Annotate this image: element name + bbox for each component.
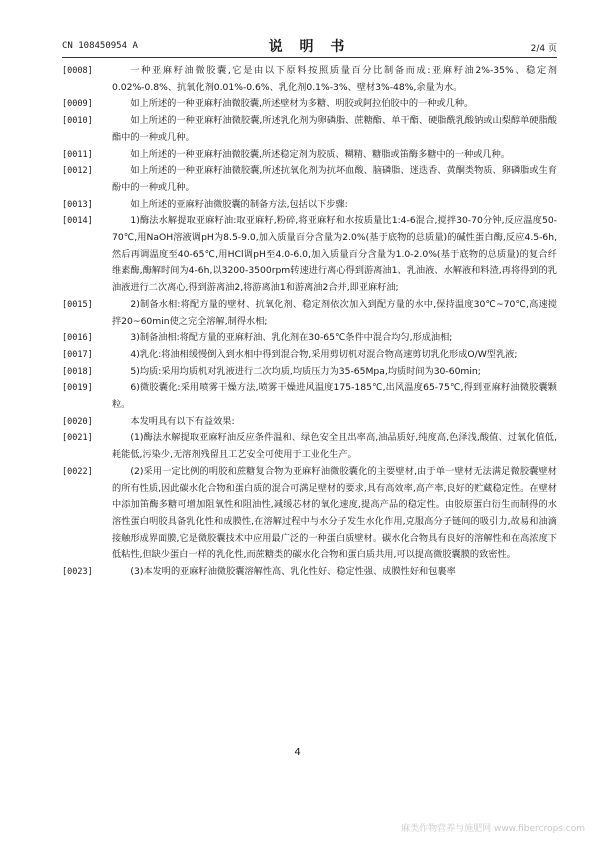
document-body — [62, 63, 557, 581]
paragraph — [62, 380, 557, 413]
paragraph — [62, 464, 557, 564]
paragraph-number: [0011] — [62, 149, 93, 160]
paragraph-text: 如上所述的一种亚麻籽油微胶囊,所述抗氧化剂为抗坏血酸、脑磷脂、迷迭香、黄酮类物质、卵磷脂或生育酚中的一种或几种。 — [112, 165, 557, 193]
paragraph-text: 本发明具有以下有益效果: — [130, 415, 235, 427]
paragraph-number: [0010] — [62, 116, 93, 127]
paragraph-number: [0014] — [62, 216, 93, 227]
paragraph-number: [0012] — [62, 166, 93, 177]
paragraph — [62, 297, 557, 330]
paragraph-text: 如上所述的一种亚麻籽油微胶囊,所述稳定剂为胶质、糊精、糖脂或笛酶多糖中的一种或几种。 — [130, 148, 510, 160]
paragraph — [62, 414, 557, 431]
document-title: 说 明 书 — [268, 39, 351, 55]
page-fraction: 2/4 页 — [530, 44, 557, 54]
paragraph — [62, 147, 557, 164]
paragraph-number: [0008] — [62, 66, 93, 76]
paragraph — [62, 564, 557, 581]
paragraph-number: [0019] — [62, 383, 93, 394]
paragraph-number: [0009] — [62, 99, 93, 110]
paragraph-text: 2)制备水相:将配方量的壁材、抗氧化剂、稳定剂依次加入到配方量的水中,保持温度30℃~70℃,高速搅拌20~60min使之完全溶解,制得水相; — [112, 298, 557, 327]
paragraph-number: [0021] — [62, 433, 93, 444]
paragraph-number: [0023] — [62, 567, 93, 578]
document-id: CN 108450954 A — [62, 41, 138, 51]
paragraph-text: 6)微胶囊化:采用喷雾干燥方法,喷雾干燥进风温度175-185℃,出风温度65-75℃,得到亚麻籽油微胶囊颗粒。 — [112, 382, 557, 411]
paragraph — [62, 430, 557, 463]
paragraph-number: [0018] — [62, 366, 93, 377]
paragraph-text: 如上所述的一种亚麻籽油微胶囊,所述乳化剂为卵磷脂、蔗糖酯、单干酯、硬脂酰乳酸钠或山梨醇单硬脂酸酯中的一种或几种。 — [112, 115, 557, 143]
paragraph-text: 1)酶法水解提取亚麻籽油:取亚麻籽,粉碎,将亚麻籽和水按质量比1:4-6混合,搅拌30-70分钟,反应温度50-70℃,用NaOH溶液调pH为8.5-9.0,加入质量百分含量为2.0%(基于底物的总质量)的碱性蛋白酶,反应4.5-6h,然后再调温度至40-65℃,用HCl调pH至4.0-6.0,加入质量百分含量为1.0-2.0%(基于底物的总质量)的复合纤维素酶,酶解时间为4-6h,以3200-3500rpm转速进行离心得到游离油1、乳油液、水解液和料渣,再将得到的乳油液进行二次离心,得到游离油2,将游离油1和游离油2合并,即亚麻籽油; — [112, 215, 557, 294]
paragraph — [62, 163, 557, 196]
paragraph-number: [0015] — [62, 299, 93, 310]
paragraph — [62, 63, 557, 96]
paragraph-text: 4)乳化:将油相缓慢倒入到水相中得到混合物,采用剪切机对混合物高速剪切乳化形成O/W型乳液; — [130, 348, 518, 360]
paragraph — [62, 330, 557, 347]
paragraph — [62, 347, 557, 364]
paragraph-text: 5)均质:采用均质机对乳液进行二次均质,均质压力为35-65Mpa,均质时间为30-60min; — [130, 365, 481, 377]
paragraph — [62, 197, 557, 214]
paragraph-number: [0022] — [62, 466, 93, 477]
paragraph — [62, 96, 557, 113]
paragraph-text: 如上所述的亚麻籽油微胶囊的制备方法,包括以下步骤: — [130, 198, 348, 210]
paragraph-text: 如上所述的一种亚麻籽油微胶囊,所述壁材为多糖、明胶或阿拉伯胶中的一种或几种。 — [130, 98, 474, 110]
paragraph-text: (2)采用一定比例的明胶和蔗糖复合物为亚麻籽油微胶囊化的主要壁材,由于单一壁材无法满足微胶囊壁材的所有性质,因此碳水化合物和蛋白质的混合可满足壁材的要求,具有高效率,高产率,良好的贮藏稳定性。在壁材中添加笛酶多糖可增加阻氧性和阻油性,减缓芯材的氧化速度,提高产品的稳定性。由胶原蛋白衍生而制得的水溶性蛋白明胶具备乳化性和成膜性,在溶解过程中与水分子发生水化作用,克服高分子链间的吸引力,故易和油滴接触形成界面膜,它是微胶囊技术中应用最广泛的一种蛋白质壁材。碳水化合物具有良好的溶解性和在高浓度下低粘性,但缺少蛋白一样的乳化性,而蔗糖类的碳水化合物和蛋白质共用,可以提高微胶囊膜的致密性。 — [112, 465, 557, 561]
page-number: 4 — [294, 747, 301, 758]
paragraph-number: [0016] — [62, 333, 93, 344]
paragraph-text: (3)本发明的亚麻籽油微胶囊溶解性高、乳化性好、稳定性强、成膜性好和包裹率 — [130, 566, 456, 578]
paragraph-number: [0020] — [62, 416, 93, 427]
paragraph — [62, 213, 557, 297]
paragraph — [62, 364, 557, 381]
document-header — [62, 36, 557, 56]
header-rule — [62, 57, 557, 58]
paragraph-text: (1)酶法水解提取亚麻籽油反应条件温和、绿色安全且出率高,油品质好,纯度高,色泽浅,酸值、过氧化值低,耗能低,污染少,无溶剂残留且工艺安全可使用于工业化生产。 — [112, 432, 557, 461]
paragraph — [62, 113, 557, 146]
paragraph-number: [0013] — [62, 199, 93, 210]
paragraph-text: 3)制备油相:将配方量的亚麻籽油、乳化剂在30-65℃条件中混合均匀,形成油相; — [130, 332, 453, 344]
watermark: 麻类作物营养与施肥网 www.fibercrops.com — [401, 824, 585, 834]
paragraph-number: [0017] — [62, 349, 93, 360]
paragraph-text: 一种亚麻籽油微胶囊,它是由以下原料按照质量百分比制备而成:亚麻籽油2%-35%、稳定剂0.02%-0.8%、抗氧化剂0.01%-0.6%、乳化剂0.1%-3%、壁材3%-48%,余量为水。 — [112, 65, 557, 93]
